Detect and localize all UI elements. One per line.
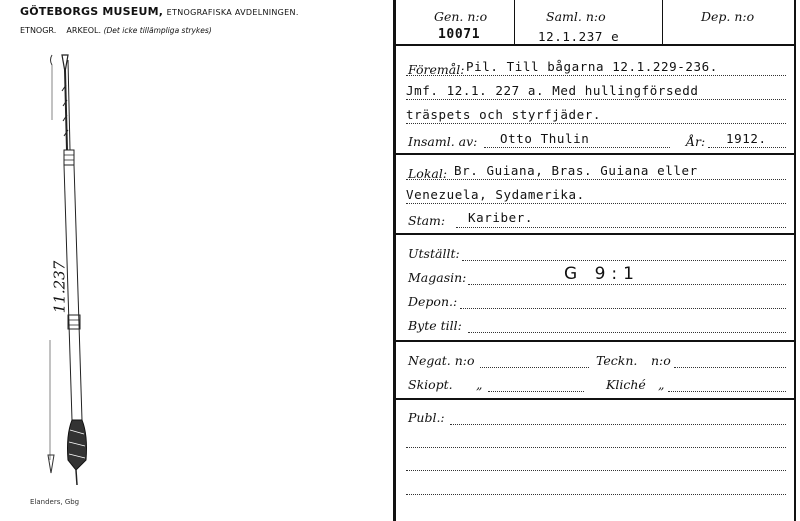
museum-name: GÖTEBORGS MUSEUM, bbox=[20, 5, 164, 18]
negat-label: Negat. n:o bbox=[408, 353, 475, 368]
rule bbox=[450, 424, 786, 425]
gen-no-label: Gen. n:o bbox=[434, 9, 488, 24]
rule bbox=[484, 147, 670, 148]
insaml-value: Otto Thulin bbox=[500, 131, 590, 146]
byte-label: Byte till: bbox=[408, 318, 462, 333]
publ-label: Publ.: bbox=[408, 410, 445, 425]
rule bbox=[406, 75, 786, 76]
rule bbox=[468, 332, 786, 333]
rule bbox=[488, 391, 584, 392]
rule bbox=[480, 367, 589, 368]
rule bbox=[708, 147, 786, 148]
dep-no-label: Dep. n:o bbox=[701, 9, 755, 24]
kliche-ditto: „ bbox=[658, 377, 665, 392]
foremal-line-2: Jmf. 12.1. 227 a. Med hullingförsedd bbox=[406, 83, 699, 98]
skiopt-label: Skiopt. bbox=[408, 377, 453, 392]
rule bbox=[462, 260, 786, 261]
section-rule-3 bbox=[396, 340, 794, 342]
section-rule-2 bbox=[396, 233, 794, 235]
rule bbox=[668, 391, 786, 392]
foremal-label: Föremål: bbox=[408, 62, 465, 77]
lokal-line-2: Venezuela, Sydamerika. bbox=[406, 187, 585, 202]
rule bbox=[406, 447, 786, 448]
saml-no-label: Saml. n:o bbox=[546, 9, 606, 24]
rule bbox=[406, 203, 786, 204]
rule bbox=[406, 470, 786, 471]
section-rule-1 bbox=[396, 153, 794, 155]
foremal-line-3: träspets och styrfjäder. bbox=[406, 107, 602, 122]
utstallt-label: Utställt: bbox=[408, 246, 460, 261]
arrow-drawing bbox=[0, 0, 120, 500]
printer-mark: Elanders, Gbg bbox=[30, 498, 80, 506]
strike-note: (Det icke tillämpliga strykes) bbox=[103, 26, 212, 35]
saml-no-value: 12.1.237 e bbox=[538, 29, 620, 44]
header-rule bbox=[396, 44, 794, 46]
rule bbox=[468, 284, 786, 285]
catalog-card bbox=[393, 0, 796, 521]
lokal-line-1: Br. Guiana, Bras. Guiana eller bbox=[454, 163, 698, 178]
gen-no-value: 10071 bbox=[438, 27, 481, 42]
stam-label: Stam: bbox=[408, 213, 446, 228]
stam-value: Kariber. bbox=[468, 210, 534, 225]
teckn-no-label: n:o bbox=[651, 353, 671, 368]
rule bbox=[406, 494, 786, 495]
rule bbox=[406, 123, 786, 124]
department-name: ETNOGRAFISKA AVDELNINGEN. bbox=[166, 8, 299, 17]
header-divider-2 bbox=[662, 0, 663, 44]
left-panel bbox=[0, 0, 390, 521]
rule bbox=[460, 308, 786, 309]
magasin-label: Magasin: bbox=[408, 270, 467, 285]
lokal-label: Lokal: bbox=[408, 166, 448, 181]
vertical-catalog-number: 11.237 bbox=[50, 260, 69, 314]
section-rule-4 bbox=[396, 398, 794, 400]
ar-label: År: bbox=[686, 134, 706, 149]
rule bbox=[406, 179, 786, 180]
foremal-line-1: Pil. Till bågarna 12.1.229-236. bbox=[466, 59, 718, 74]
magasin-value: G 9:1 bbox=[564, 264, 640, 284]
depon-label: Depon.: bbox=[408, 294, 458, 309]
kliche-label: Kliché bbox=[606, 377, 646, 392]
ar-value: 1912. bbox=[726, 131, 767, 146]
teckn-label: Teckn. bbox=[596, 353, 638, 368]
sections-label: ETNOGR. ARKEOL. bbox=[20, 26, 102, 35]
header-divider-1 bbox=[514, 0, 515, 44]
rule bbox=[674, 367, 786, 368]
skiopt-ditto: „ bbox=[476, 377, 483, 392]
rule bbox=[406, 99, 786, 100]
rule bbox=[456, 227, 786, 228]
insaml-label: Insaml. av: bbox=[408, 134, 478, 149]
